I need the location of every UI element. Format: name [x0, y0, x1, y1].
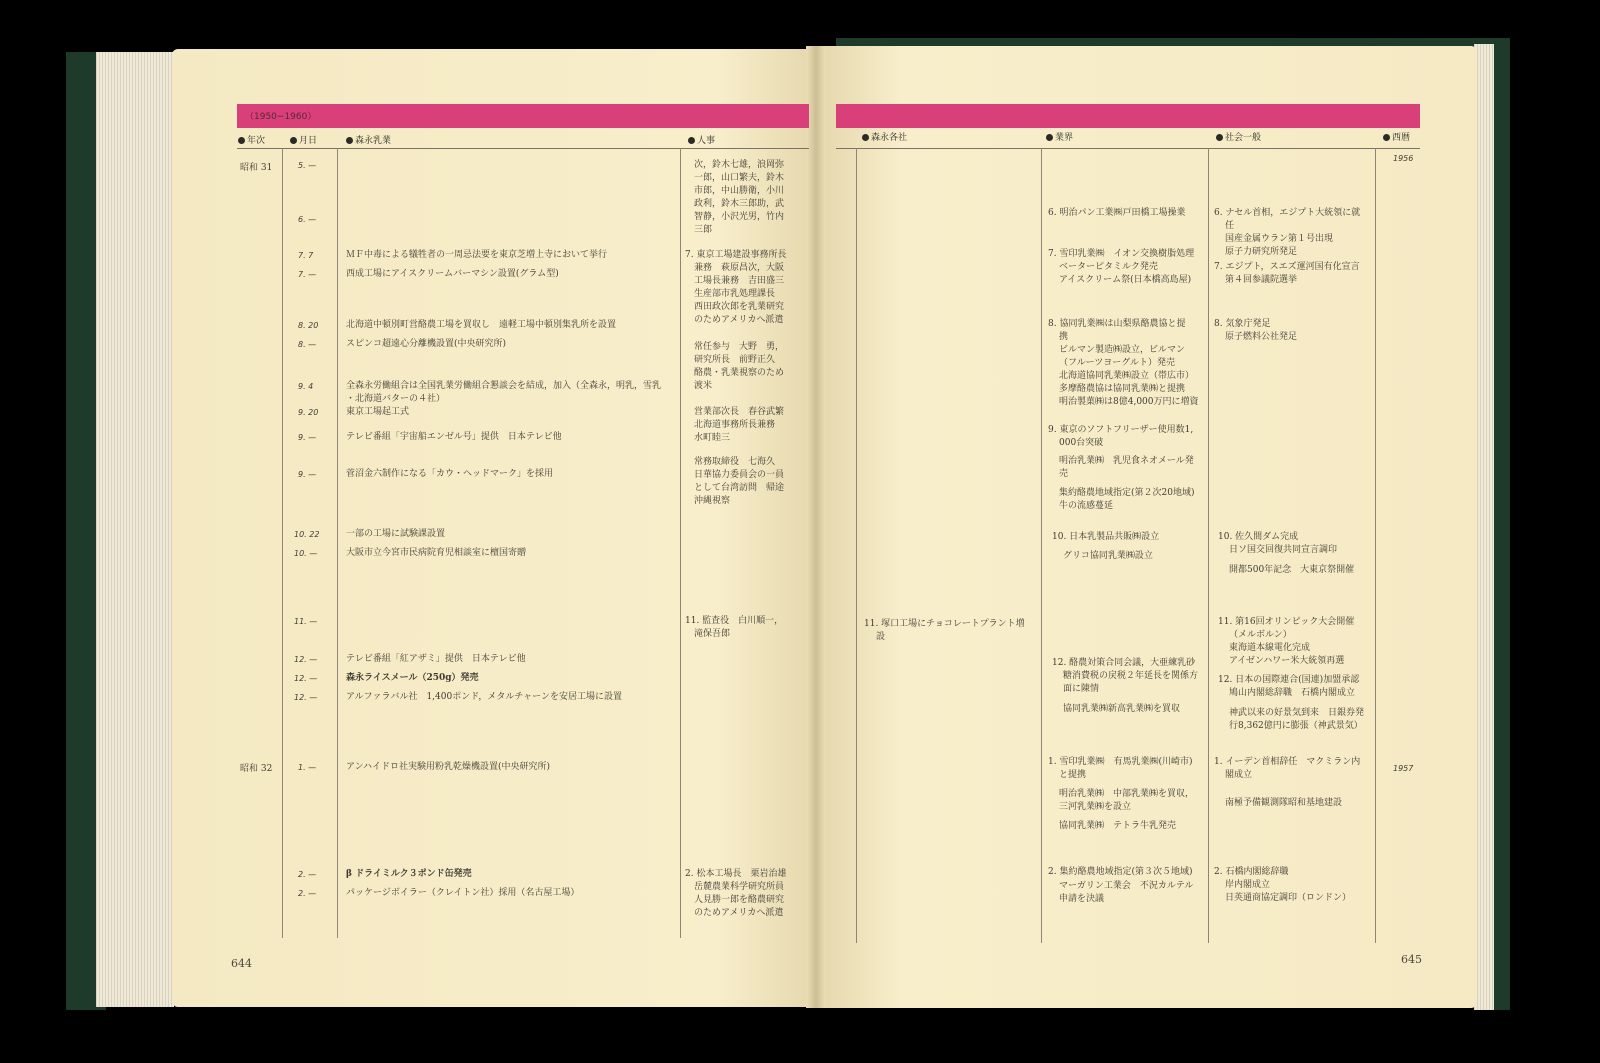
date-cell: 11. — [294, 617, 318, 626]
industry-entry: 北海道協同乳業㈱設立（帯広市） [1059, 371, 1195, 381]
era-label: 昭和 31 [240, 163, 273, 173]
industry-entry: （フルーツヨーグルト）発売 [1059, 358, 1176, 368]
date-cell: 12. — [294, 674, 318, 683]
society-entry: 閣成立 [1225, 770, 1253, 780]
industry-entry: 明治乳業㈱ 中部乳業㈱を買収， [1059, 789, 1195, 799]
western-year: 1956 [1393, 154, 1414, 163]
header-rule-right [836, 148, 1420, 149]
col-header-group: 森永各社 [862, 130, 907, 143]
personnel-entry: 西田政次郎を乳業研究 [694, 302, 785, 312]
society-entry: 1. イーデン首相辞任 マクミラン内 [1214, 757, 1361, 767]
industry-entry: 申請を決議 [1059, 894, 1105, 904]
col-header-date: 月日 [290, 133, 317, 146]
era-label: 昭和 32 [240, 764, 273, 774]
header-rule-left [237, 148, 809, 149]
industry-entry: 000台突破 [1059, 438, 1104, 448]
personnel-entry: 政利，鈴木三郎助，武 [694, 199, 785, 209]
industry-entry: 10. 日本乳製品共販㈱設立 [1052, 532, 1160, 542]
company-entry: 大阪市立今宮市民病院育児相談室に檀国寄贈 [346, 548, 527, 558]
society-entry: 日ソ国交回復共同宣言調印 [1229, 545, 1338, 555]
col-rule [337, 148, 338, 938]
col-header-industry: 業界 [1046, 130, 1073, 143]
personnel-entry: 人見勝一郎を酪農研究 [694, 895, 785, 905]
period-label: （1950−1960） [245, 112, 317, 122]
col-header-company: 森永乳業 [346, 133, 391, 146]
date-cell: 10. — [294, 549, 318, 558]
society-entry: 6. ナセル首相，エジプト大統領に就 [1214, 208, 1361, 218]
industry-entry: 1. 雪印乳業㈱ 有馬乳業㈱(川崎市) [1048, 757, 1193, 767]
personnel-entry: 市郎，中山勝衛，小川 [694, 186, 785, 196]
date-cell: 5. — [298, 161, 317, 170]
industry-entry: グリコ協同乳業㈱設立 [1063, 551, 1153, 561]
industry-entry: 面に陳情 [1063, 684, 1100, 694]
society-entry: 任 [1225, 221, 1235, 231]
date-cell: 6. — [298, 215, 317, 224]
personnel-entry: 三郎 [694, 225, 713, 235]
industry-entry: 協同乳業㈱ テトラ牛乳発売 [1059, 821, 1177, 831]
personnel-entry: 渡米 [694, 381, 713, 391]
col-header-year: 年次 [238, 133, 265, 146]
date-cell: 9. 4 [298, 382, 314, 391]
personnel-entry: 日華協力委員会の一員 [694, 470, 785, 480]
society-entry: 原子力研究所発足 [1225, 247, 1298, 257]
company-entry: パッケージボイラー（クレイトン社）採用（名古屋工場） [346, 888, 580, 898]
industry-entry: ビルマン製造㈱設立，ビルマン [1059, 345, 1186, 355]
society-entry: 鳩山内閣総辞職 石橋内閣成立 [1229, 688, 1356, 698]
personnel-entry: 次，鈴木七雄，浪岡弥 [694, 160, 785, 170]
company-entry: テレビ番組「紅アザミ」提供 日本テレビ他 [346, 654, 526, 664]
society-entry: 神武以来の好景気到来 日銀券発 [1229, 708, 1365, 718]
industry-entry: ベーターピタミルク発売 [1059, 262, 1158, 272]
company-entry: テレビ番組「宇宙船エンゼル号」提供 日本テレビ他 [346, 432, 562, 442]
company-entry: 菅沼金六制作になる「カウ・ヘッドマーク」を採用 [346, 469, 554, 479]
group-entry: 設 [876, 632, 886, 642]
society-entry: 国産金属ウラン第１号出現 [1225, 234, 1334, 244]
col-rule [680, 148, 681, 938]
date-cell: 7. 7 [298, 251, 314, 260]
society-entry: 8. 気象庁発足 [1214, 319, 1271, 329]
personnel-entry: 生産部市乳処理課長 [694, 289, 776, 299]
personnel-entry: 北海道事務所長兼務 [694, 420, 776, 430]
society-entry: 南極予備観測隊昭和基地建設 [1225, 798, 1343, 808]
col-rule [1375, 148, 1376, 943]
header-band-right [836, 104, 1420, 128]
date-cell: 10. 22 [294, 530, 320, 539]
date-cell: 2. — [298, 870, 317, 879]
industry-entry: 売 [1059, 469, 1069, 479]
industry-entry: 三河乳業㈱を設立 [1059, 802, 1132, 812]
industry-entry: 牛の流感蔓延 [1059, 501, 1114, 511]
date-cell: 7. — [298, 270, 317, 279]
society-entry: 10. 佐久間ダム完成 [1218, 532, 1299, 542]
society-entry: 原子燃料公社発足 [1225, 332, 1298, 342]
industry-entry: 協同乳業㈱新高乳業㈱を買収 [1063, 704, 1181, 714]
personnel-entry: 一郎，山口繁夫，鈴木 [694, 173, 785, 183]
personnel-entry: のためアメリカへ派遣 [694, 315, 784, 325]
society-entry: 12. 日本の国際連合(国連)加盟承認 [1218, 675, 1360, 685]
date-cell: 12. — [294, 655, 318, 664]
date-cell: 9. 20 [298, 408, 319, 417]
company-entry: アンハイドロ社実験用粉乳乾燥機設置(中央研究所) [346, 762, 551, 772]
company-entry: β ドライミルク３ポンド缶発売 [346, 869, 472, 879]
page-edge-right [1474, 44, 1494, 1010]
col-header-western: 西暦 [1383, 130, 1410, 143]
personnel-entry: 研究所長 前野正久 [694, 355, 776, 365]
col-rule [1208, 148, 1209, 943]
date-cell: 1. — [298, 763, 317, 772]
personnel-entry: 水町睦三 [694, 433, 731, 443]
society-entry: アイゼンハワー米大統領再選 [1229, 656, 1345, 666]
personnel-entry: 工場長兼務 吉田盛三 [694, 276, 785, 286]
company-entry: ・北海道バターの４社） [346, 394, 446, 404]
company-entry: 一部の工場に試験課設置 [346, 529, 446, 539]
society-entry: 開都500年記念 大東京祭開催 [1229, 565, 1355, 575]
page-number-right: 645 [1401, 953, 1422, 966]
society-entry: 行8,362億円に膨張（神武景気） [1229, 721, 1363, 731]
society-entry: 岸内閣成立 [1225, 880, 1271, 890]
page-number-left: 644 [231, 957, 252, 970]
personnel-entry: 常務取締役 七海久 [694, 457, 776, 467]
date-cell: 8. 20 [298, 321, 319, 330]
col-header-personnel: 人事 [688, 133, 715, 146]
col-rule [1041, 148, 1042, 943]
date-cell: 9. — [298, 433, 317, 442]
company-entry: アルファラバル社 1,400ポンド，メタルチャーンを安居工場に設置 [346, 692, 622, 702]
col-header-society: 社会一般 [1216, 130, 1261, 143]
industry-entry: 6. 明治パン工業㈱戸田橋工場操業 [1048, 208, 1186, 218]
personnel-entry: 智静，小沢光男，竹内 [694, 212, 785, 222]
header-band-left [237, 104, 809, 128]
date-cell: 8. — [298, 340, 317, 349]
industry-entry: 明治製菓㈱は8億4,000万円に増資 [1059, 397, 1199, 407]
industry-entry: マーガリン工業会 不況カルテル [1059, 881, 1194, 891]
company-entry: 北海道中頓別町営酪農工場を買収し 遠軽工場中頓別集乳所を設置 [346, 320, 617, 330]
personnel-entry: 営業部次長 春谷武繁 [694, 407, 785, 417]
industry-entry: アイスクリーム祭(日本橋高島屋) [1059, 275, 1192, 285]
personnel-entry: 常任参与 大野 勇， [694, 342, 785, 352]
industry-entry: 多摩酪農協は協同乳業㈱と提携 [1059, 384, 1186, 394]
industry-entry: 携 [1059, 332, 1069, 342]
personnel-entry: のためアメリカへ派遣 [694, 908, 784, 918]
company-entry: 東京工場起工式 [346, 407, 410, 417]
western-year: 1957 [1393, 764, 1414, 773]
gutter [806, 46, 826, 1008]
industry-entry: と提携 [1059, 770, 1087, 780]
industry-entry: 9. 東京のソフトフリーザー使用数1, [1048, 425, 1194, 435]
right-page [822, 46, 1477, 1008]
personnel-entry: 岳麓農業科学研究所員 [694, 882, 785, 892]
society-entry: 11. 第16回オリンピック大会開催 [1218, 617, 1355, 627]
society-entry: 2. 石橋内閣総辞職 [1214, 867, 1289, 877]
page-edge-left [96, 52, 174, 1007]
company-entry: 西成工場にアイスクリームバーマシン設置(グラム型) [346, 269, 559, 279]
date-cell: 9. — [298, 470, 317, 479]
personnel-entry: 酪農・乳業視察のため [694, 368, 785, 378]
personnel-entry: 兼務 萩原昌次，大阪 [694, 263, 785, 273]
industry-entry: 7. 雪印乳業㈱ イオン交換樹脂処理 [1048, 249, 1195, 259]
col-rule [856, 148, 857, 943]
date-cell: 2. — [298, 889, 317, 898]
company-entry: 全森永労働組合は全国乳業労働組合懇談会を結成，加入（全森永，明乳，雪乳 [346, 381, 662, 391]
society-entry: 日英通商協定調印（ロンドン） [1225, 893, 1352, 903]
personnel-entry: 2. 松本工場長 栗岩治雄 [685, 869, 787, 879]
company-entry: スピンコ超遠心分離機設置(中央研究所) [346, 339, 507, 349]
society-entry: 7. エジプト，スエズ運河国有化宣言 [1214, 262, 1360, 272]
personnel-entry: 沖縄視察 [694, 496, 731, 506]
industry-entry: 明治乳業㈱ 乳児食ネオメール発 [1059, 456, 1194, 466]
col-rule [282, 148, 283, 938]
industry-entry: 糖消費税の戻税２年延長を関係方 [1063, 671, 1199, 681]
industry-entry: 8. 協同乳業㈱は山梨県酪農協と提 [1048, 319, 1186, 329]
personnel-entry: 滝保吾郎 [694, 629, 731, 639]
industry-entry: 12. 酪農対策合同会議，大亜練乳砂 [1052, 658, 1196, 668]
industry-entry: 集約酪農地域指定(第２次20地域) [1059, 488, 1195, 498]
industry-entry: 2. 集約酪農地域指定(第３次５地域) [1048, 867, 1193, 877]
society-entry: 第４回参議院選挙 [1225, 275, 1298, 285]
company-entry: 森永ライスメール（250g）発売 [346, 673, 479, 683]
group-entry: 11. 塚口工場にチョコレートプラント増 [864, 619, 1025, 629]
society-entry: 東海道本線電化完成 [1229, 643, 1311, 653]
society-entry: （メルボルン） [1229, 630, 1292, 640]
personnel-entry: 7. 東京工場建設事務所長 [685, 250, 787, 260]
personnel-entry: として台湾訪問 帰途 [694, 483, 785, 493]
date-cell: 12. — [294, 693, 318, 702]
company-entry: ＭＦ中毒による犠牲者の一周忌法要を東京芝増上寺において挙行 [346, 250, 608, 260]
personnel-entry: 11. 監査役 白川順一， [685, 616, 784, 626]
